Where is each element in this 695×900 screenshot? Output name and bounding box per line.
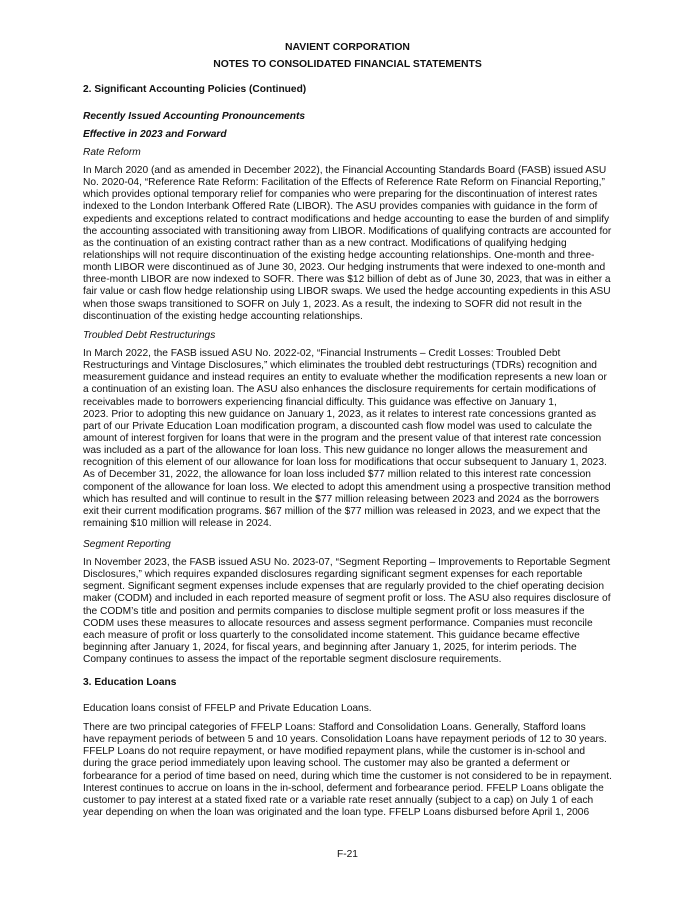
text-line: each measure of profit or loss quarterly to the consolidated income statement. This guidance became effective: [83, 629, 580, 641]
text-line: maker (CODM) and included in each reported measure of segment profit or loss. The ASU also requires disclosure of: [83, 593, 611, 605]
tdr-paragraph: [83, 348, 623, 530]
page-number: F-21: [337, 849, 358, 860]
text-line: remaining $10 million will release in 2024.: [83, 517, 272, 529]
text-line: FFELP Loans do not require repayment, or have modified repayment plans, while the customer is in-school and: [83, 746, 586, 758]
section-2-heading: 2. Significant Accounting Policies (Continued): [83, 84, 307, 95]
text-line: was included as a part of the allowance for loan loss. This new guidance no longer allows the measurement and: [83, 445, 588, 457]
rate-reform-title: Rate Reform: [83, 147, 141, 158]
text-line: exit their current modification programs. $67 million of the $77 million was released in 2023, and we expect that the: [83, 505, 601, 517]
text-line: which has resulted and will continue to result in the $77 million releasing between 2023 and 2024 as the borrowers: [83, 493, 599, 505]
text-line: recognition of this element of our allowance for loan loss for modifications that occur subsequent to January 1, 2023.: [83, 457, 607, 469]
text-line: measurement guidance and instead requires an entity to evaluate whether the modification represents a new loan or: [83, 372, 607, 384]
segment-reporting-paragraph: [83, 557, 623, 666]
text-line: In March 2022, the FASB issued ASU No. 2022-02, “Financial Instruments – Credit Losses: Troubled Debt: [83, 348, 561, 359]
text-line: indexed to the London Interbank Offered Rate (LIBOR). The ASU provides companies with guidance in the form of: [83, 201, 598, 213]
rate-reform-paragraph: [83, 165, 623, 323]
text-line: beginning after January 1, 2024, for fiscal years, and beginning after January 1, 2025, for interim periods. The: [83, 641, 577, 653]
text-line: relationships will not require discontinuation of the existing hedge accounting relationships. One-month and three-: [83, 249, 595, 261]
text-line: during the grace period immediately upon leaving school. The customer may also be granted a deferment or: [83, 758, 570, 770]
text-line: have repayment periods of between 5 and 10 years. Consolidation Loans have repayment periods of 12 to 30 years.: [83, 734, 607, 746]
text-line: expedients and exceptions related to contract modifications and hedge accounting to ease the burden of and simplify: [83, 213, 610, 225]
text-line: There are two principal categories of FFELP Loans: Stafford and Consolidation Loans. Generally, Stafford loans: [83, 722, 586, 733]
text-line: 2023. Prior to adopting this new guidance on January 1, 2023, as it relates to interest rate concessions granted as: [83, 408, 597, 420]
text-line: month LIBOR were discontinued as of June 30, 2023. Our hedging instruments that were indexed to one-month and: [83, 262, 606, 274]
text-line: year depending on when the loan was originated and the loan type. FFELP Loans disbursed before April 1, 2006: [83, 806, 590, 818]
text-line: amount of interest forgiven for loans that were in the program and the present value of that interest rate concession: [83, 432, 602, 444]
text-line: In November 2023, the FASB issued ASU No. 2023-07, “Segment Reporting – Improvements to Reportable Segment: [83, 557, 611, 568]
page-title: NOTES TO CONSOLIDATED FINANCIAL STATEMENTS: [213, 59, 482, 70]
text-line: discontinuation of the existing hedge accounting relationships.: [83, 310, 363, 322]
text-line: when those swaps transitioned to SOFR on July 1, 2023. As a result, the indexing to SOFR did not result in the: [83, 298, 582, 310]
segment-reporting-title: Segment Reporting: [83, 539, 171, 550]
text-line: as the continuation of an existing contract rather than as a new contract. Modifications of qualifying hedging: [83, 237, 567, 249]
tdr-title: Troubled Debt Restructurings: [83, 330, 216, 341]
text-line: part of our Private Education Loan modification program, a discounted cash flow model was used to calculate the: [83, 420, 593, 432]
text-line: Disclosures,” which requires expanded disclosures regarding significant segment expenses for each reportable: [83, 569, 583, 581]
education-loans-intro: Education loans consist of FFELP and Private Education Loans.: [83, 703, 372, 714]
text-line: the CODM’s title and position and permits companies to disclose multiple segment profit or loss measures if the: [83, 605, 585, 617]
subheading-effective-2023: Effective in 2023 and Forward: [83, 129, 227, 140]
text-line: receivables made to borrowers experiencing financial difficulty. This guidance was effective on January 1,: [83, 396, 557, 408]
text-line: In March 2020 (and as amended in December 2022), the Financial Accounting Standards Board (FASB) issued ASU: [83, 165, 607, 176]
text-line: As of December 31, 2022, the allowance for loan loss included $77 million related to this interest rate concession: [83, 469, 591, 481]
text-line: fair value or cash flow hedge relationship using LIBOR swaps. We used the hedge accounting expedients in this ASU: [83, 286, 611, 298]
text-line: the accounting associated with transitioning away from LIBOR. Modifications of qualifying contracts are accounted for: [83, 225, 612, 237]
text-line: segment. Significant segment expenses include expenses that are regularly provided to the chief operating decision: [83, 581, 605, 593]
text-line: CODM uses these measures to allocate resources and assess segment performance. Companies must reconcile: [83, 617, 593, 629]
text-line: Interest continues to accrue on loans in the in-school, deferment and forbearance period. FFELP Loans obligate the: [83, 782, 604, 794]
text-line: customer to pay interest at a stated fixed rate or a variable rate reset annually (subject to a cap) on July 1 of each: [83, 794, 594, 806]
text-line: a continuation of an existing loan. The ASU also enhances the disclosure requirements for certain modifications of: [83, 384, 596, 396]
text-line: three-month LIBOR are now indexed to SOFR. There was $12 billion of debt as of June 30, 2023, that was in either a: [83, 274, 611, 286]
text-line: which provides optional temporary relief for companies who were preparing for the discontinuation of interest rates: [83, 189, 598, 201]
text-line: forbearance for a period of time based on need, during which time the customer is not considered to be in repayment.: [83, 770, 612, 782]
text-line: Restructurings and Vintage Disclosures,” which eliminates the troubled debt restructurings (TDRs) recognition and: [83, 360, 597, 372]
subheading-recent-pronouncements: Recently Issued Accounting Pronouncements: [83, 111, 306, 122]
text-line: Company continues to assess the impact of the reportable segment disclosure requirements.: [83, 654, 502, 666]
company-name: NAVIENT CORPORATION: [285, 42, 410, 53]
text-line: component of the allowance for loan loss. We elected to adopt this amendment using a prospective transition method: [83, 481, 611, 493]
text-line: No. 2020-04, “Reference Rate Reform: Facilitation of the Effects of Reference Rate Reform on Financial Reporting,”: [83, 177, 605, 189]
education-loans-paragraph: [83, 722, 623, 819]
section-3-heading: 3. Education Loans: [83, 677, 177, 688]
